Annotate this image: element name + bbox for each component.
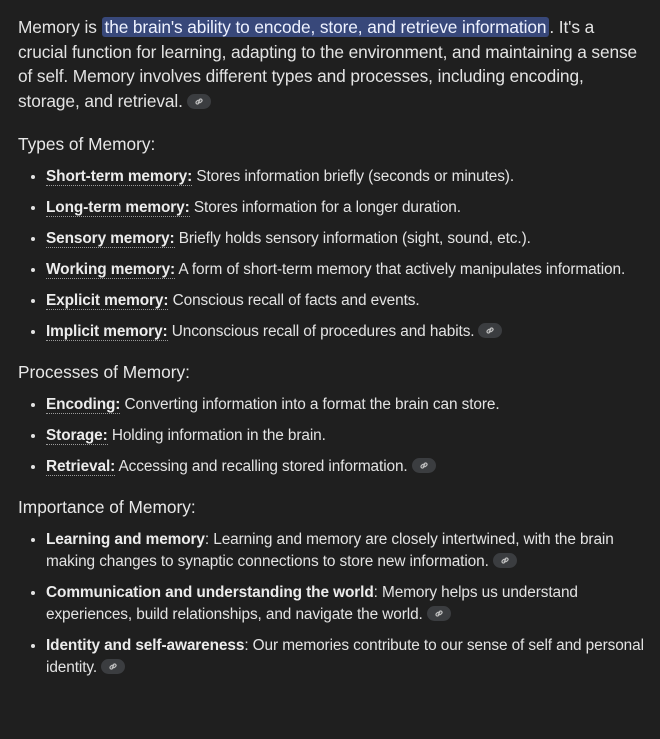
item-description: : Our memories contribute to our sense of self and personal identity. [46, 637, 644, 676]
citation-chip[interactable] [101, 659, 125, 674]
term-link[interactable]: Retrieval: [46, 458, 116, 475]
item-description: Stores information for a longer duration. [189, 199, 461, 216]
link-icon [194, 97, 204, 106]
list-item [46, 166, 646, 188]
section-title-types: Types of Memory: [18, 134, 156, 154]
intro-paragraph [18, 15, 646, 113]
list-item [46, 290, 646, 312]
types-list [18, 166, 646, 343]
citation-chip[interactable] [493, 553, 517, 568]
item-description: Conscious recall of facts and events. [168, 292, 420, 309]
item-description: : Memory helps us understand experiences, build relationships, and navigate the world. [46, 584, 578, 623]
term-link[interactable]: Long-term memory: [46, 199, 190, 216]
link-icon [500, 556, 510, 565]
list-item [46, 456, 646, 478]
term-link[interactable]: Storage: [46, 427, 108, 444]
list-item [46, 321, 646, 343]
term-link[interactable]: Working memory: [46, 261, 176, 278]
term-link[interactable]: Encoding: [46, 396, 121, 413]
list-item [46, 259, 646, 281]
term-link[interactable]: Implicit memory: [46, 323, 168, 340]
item-term: Identity and self-awareness [46, 637, 245, 654]
list-item [46, 197, 646, 219]
item-description: Unconscious recall of procedures and habits. [167, 323, 475, 340]
section-title-importance: Importance of Memory: [18, 497, 196, 517]
citation-chip[interactable] [478, 323, 502, 338]
term-link[interactable]: Explicit memory: [46, 292, 169, 309]
list-item [46, 394, 646, 416]
link-icon [419, 461, 429, 470]
citation-chip[interactable] [187, 94, 211, 109]
item-description: : Learning and memory are closely intertwined, with the brain making changes to synaptic connections to store new information. [46, 531, 614, 570]
item-term: Communication and understanding the world [46, 584, 374, 601]
list-item [46, 635, 646, 679]
item-description: Accessing and recalling stored information. [115, 458, 408, 475]
item-term: Learning and memory [46, 531, 205, 548]
citation-chip[interactable] [427, 606, 451, 621]
item-description: Converting information into a format the brain can store. [120, 396, 500, 413]
item-description: Holding information in the brain. [107, 427, 326, 444]
link-icon [108, 662, 118, 671]
list-item [46, 425, 646, 447]
item-description: A form of short-term memory that actively manipulates information. [175, 261, 626, 278]
term-link[interactable]: Sensory memory: [46, 230, 175, 247]
link-icon [485, 326, 495, 335]
item-description: Stores information briefly (seconds or minutes). [192, 168, 515, 185]
section-title-processes: Processes of Memory: [18, 362, 190, 382]
intro-highlight[interactable]: the brain's ability to encode, store, and retrieve information [102, 17, 550, 37]
list-item [46, 529, 646, 573]
item-description: Briefly holds sensory information (sight, sound, etc.). [174, 230, 531, 247]
list-item [46, 228, 646, 250]
link-icon [434, 609, 444, 618]
intro-prefix: Memory is [18, 17, 102, 37]
citation-chip[interactable] [412, 458, 436, 473]
processes-list [18, 394, 646, 478]
list-item [46, 582, 646, 626]
term-link[interactable]: Short-term memory: [46, 168, 193, 185]
importance-list [18, 529, 646, 679]
intro-suffix: . It's a crucial function for learning, adapting to the environment, and maintaining a sense of self. Memory involves different types and processes, including encoding, storage, and retrieval. [18, 17, 638, 111]
